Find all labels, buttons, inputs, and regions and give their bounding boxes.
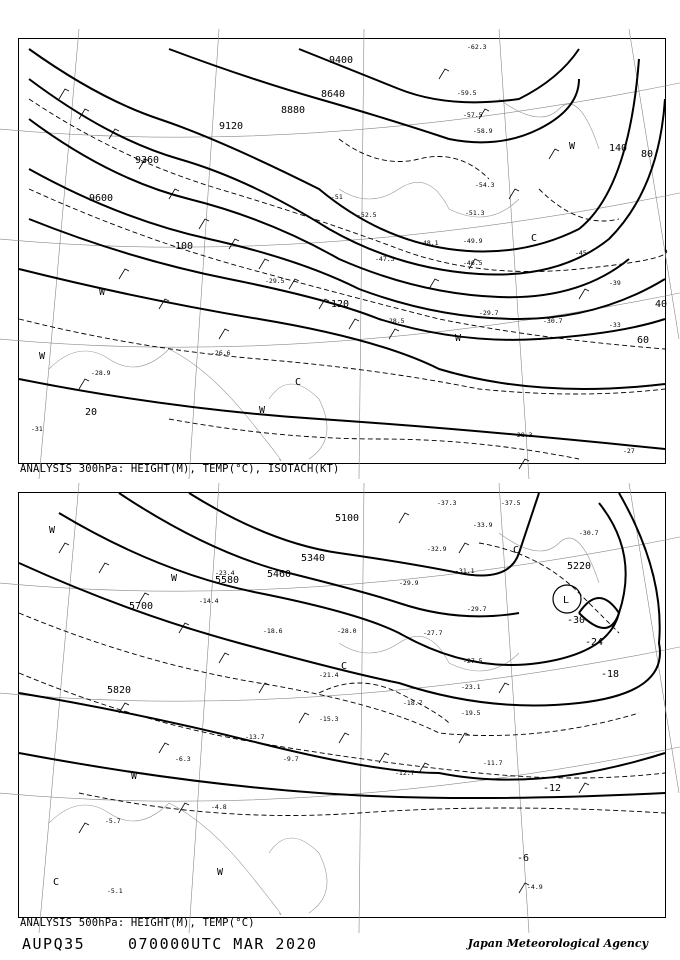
warm-center-symbol: W [569,141,576,152]
height-labels-300 [89,55,353,204]
cold-center-symbol: C [341,661,348,672]
temp-label: -28.9 [91,369,111,377]
warm-center-symbol: W [131,771,138,782]
temp-label: -15.3 [319,715,339,723]
temp-label: -51.3 [465,209,485,217]
height-contours [19,493,665,798]
chart-500hpa [19,493,665,917]
temp-label: -29.7 [479,309,499,317]
temp-label: -48.1 [419,239,439,247]
warm-center-symbol: W [99,287,106,298]
isotach-label: 80 [641,149,654,160]
pressure-symbols-500 [49,525,569,888]
temp-label: -37.3 [437,499,457,507]
temp-label: -54.3 [475,181,495,189]
height-contours [19,49,668,449]
isotach-label: 60 [637,335,650,346]
temp-label: -12.7 [395,769,415,777]
isotherm-label: -6 [517,853,530,864]
cold-center-symbol: C [531,233,538,244]
wind-barbs [59,513,592,893]
temp-label: -14.4 [199,597,219,605]
warm-center-symbol: W [455,333,462,344]
temp-label: -30.7 [579,529,599,537]
temp-label: -4.8 [211,803,227,811]
temp-label: -28.3 [513,431,533,439]
temp-label: -47.3 [375,255,395,263]
temp-label: -31.1 [455,567,475,575]
isotach-labels-300 [85,143,667,418]
temp-label: -33 [609,321,621,329]
valid-time: 070000UTC MAR 2020 [128,935,318,953]
isotherm-label: -12 [543,783,562,794]
warm-center-symbol: W [39,351,46,362]
isotherm-label: -30 [567,615,586,626]
temp-label: -37.5 [501,499,521,507]
isotach-label: 120 [331,299,350,310]
temp-label: -62.3 [467,43,487,51]
temp-label: -9.7 [283,755,299,763]
temp-label: -27.5 [463,657,483,665]
temp-label: -33.9 [473,521,493,529]
temp-label: -58.9 [473,127,493,135]
temp-labels-500 [105,499,599,895]
temp-label: -27 [623,447,635,455]
isotherm-label: -24 [585,637,604,648]
temp-label: -5.1 [107,887,123,895]
product-code: AUPQ35 [22,935,86,953]
warm-center-symbol: W [217,867,224,878]
temp-label: -18.6 [263,627,283,635]
temp-label: -28.5 [385,317,405,325]
map-panel-300hpa [18,38,666,464]
cold-center-symbol: C [295,377,302,388]
temp-label: -18.7 [403,699,423,707]
temp-label: -29.7 [467,605,487,613]
height-label: 9120 [219,121,244,132]
height-label: 9360 [135,155,160,166]
temp-label: -4.9 [527,883,543,891]
temp-label: -39 [609,279,621,287]
temp-label: -32.9 [427,545,447,553]
temp-label: -19.5 [461,709,481,717]
warm-center-symbol: W [171,573,178,584]
temp-label: -57.5 [463,111,483,119]
cold-center-symbol: C [513,545,520,556]
temp-label: -51 [331,193,343,201]
temp-label: -28.0 [337,627,357,635]
temp-label: -29.5 [265,277,285,285]
temp-label: -30.7 [543,317,563,325]
temp-label: -46.5 [463,259,483,267]
height-label: 5220 [567,561,592,572]
temp-label: -29.9 [399,579,419,587]
height-label: 5460 [267,569,292,580]
temp-label: -45 [575,249,587,257]
cold-center-symbol: C [53,877,60,888]
low-pressure-symbol: L [563,595,570,606]
coastlines [49,99,599,461]
caption-500hpa: ANALYSIS 500hPa: HEIGHT(M), TEMP(°C) [20,917,255,929]
temp-label: -52.5 [357,211,377,219]
temp-label: -5.7 [105,817,121,825]
height-label: 5820 [107,685,132,696]
height-label: 5580 [215,575,240,586]
chart-300hpa [19,39,668,463]
height-label: 5340 [301,553,326,564]
warm-center-symbol: W [49,525,56,536]
height-label: 9600 [89,193,114,204]
temp-label: -27.7 [423,629,443,637]
isotachs [19,99,667,459]
isotherm-label: -18 [601,669,620,680]
temp-label: -23.1 [461,683,481,691]
temp-label: -59.5 [457,89,477,97]
temp-label: -21.4 [319,671,339,679]
isotach-label: 40 [655,299,668,310]
height-label: 8880 [281,105,306,116]
height-label: 5100 [335,513,360,524]
height-label: 5700 [129,601,154,612]
isotach-label: 140 [609,143,628,154]
temp-label: -49.9 [463,237,483,245]
temp-label: -11.7 [483,759,503,767]
warm-center-symbol: W [259,405,266,416]
temp-label: -26.6 [211,349,231,357]
caption-300hpa: ANALYSIS 300hPa: HEIGHT(M), TEMP(°C), ISOTACH(KT) [20,463,340,475]
isotherm-labels-500 [517,615,619,864]
isotach-label: 100 [175,241,194,252]
agency-name: Japan Meteorological Agency [467,937,648,950]
map-panel-500hpa [18,492,666,918]
height-labels-500 [107,513,591,696]
height-label: 9400 [329,55,354,66]
temp-label: -6.3 [175,755,191,763]
isotach-label: 20 [85,407,98,418]
wind-barbs [59,69,589,469]
temp-label: -23.4 [215,569,235,577]
temp-label: -31 [31,425,43,433]
height-label: 8640 [321,89,346,100]
temp-label: -13.7 [245,733,265,741]
